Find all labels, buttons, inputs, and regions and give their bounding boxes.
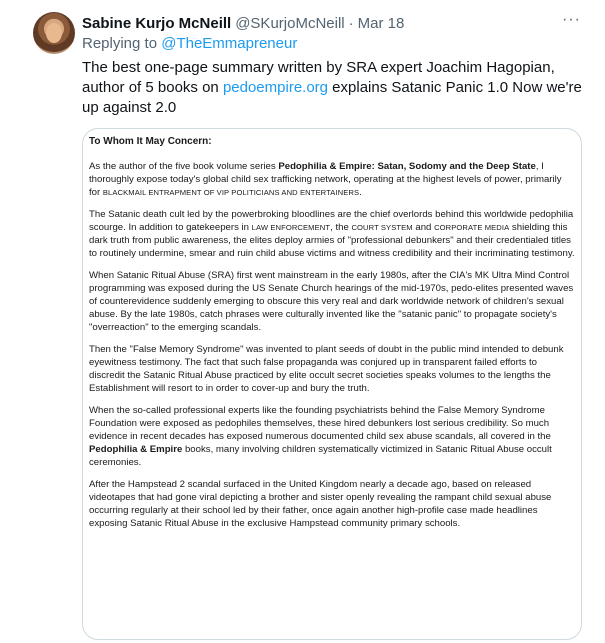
document-paragraph-3: When Satanic Ritual Abuse (SRA) first went mainstream in the early 1980s, after the CIA's MK Ultra Mind Control programming was exposed during the US Senate Church hearings of the mid-1970s, pedo-elites presented waves of counterevidence suddenly emerging to obscure this very real and dark worldwide network of children's sexual abuse. By the late 1980s, catch phrases were culturally invented like the "satanic panic" to propagate society's "overreaction" to the emerging scandals. <box>89 270 574 333</box>
avatar[interactable] <box>33 12 75 54</box>
replying-to-link[interactable]: @TheEmmapreneur <box>161 35 298 52</box>
tweet-text-part2: explains Satanic Panic 1.0 Now we're up against 2.0 <box>82 79 582 116</box>
tweet-header <box>82 13 585 33</box>
tweet-date[interactable]: Mar 18 <box>357 14 405 32</box>
more-horizontal-icon[interactable]: ··· <box>562 11 581 28</box>
document-paragraph-1: As the author of the five book volume series Pedophilia & Empire: Satan, Sodomy and the Deep State, I thoroughly expose today's global child sex trafficking network, operating at the highest levels of power, primarily for BLACKMAIL ENTRAPMENT OF VIP POLITICIANS AND ENTERTAINERS. <box>89 161 562 198</box>
tweet-text <box>82 58 582 118</box>
document-heading: To Whom It May Concern: <box>89 136 212 147</box>
document-text <box>89 135 575 539</box>
document-paragraph-6: After the Hampstead 2 scandal surfaced in the United Kingdom nearly a decade ago, based on released videotapes that had gone viral depicting a brother and sister openly revealing the rampant child sexual abuse occurring regularly at their school led by their father, once again another high-profile case made headlines exposing Satanic Ritual Abuse in the exclusive Hampstead community primary schools. <box>89 479 552 529</box>
replying-to-prefix: Replying to <box>82 35 162 52</box>
tweet-text-part1: The best one-page summary written by SRA expert Joachim Hagopian, author of 5 books on <box>82 59 555 96</box>
author-handle[interactable]: @SKurjoMcNeill <box>235 14 345 32</box>
avatar-face <box>46 23 62 43</box>
replying-to <box>82 35 297 52</box>
separator-dot: · <box>348 14 354 32</box>
author-name[interactable]: Sabine Kurjo McNeill <box>82 14 232 32</box>
tweet-link[interactable]: pedoempire.org <box>222 79 329 96</box>
attached-image[interactable] <box>82 128 582 640</box>
document-paragraph-2: The Satanic death cult led by the powerbroking bloodlines are the chief overlords behind this worldwide pedophilia scourge. In addition to gatekeepers in LAW ENFORCEMENT, the COURT SYSTEM and CORPORATE MEDIA shielding this dark truth from public awareness, the elites deploy armies of "professional debunkers" and their credentialed titles to routinely undermine, smear and ruin child abuse victims and witness credibility and their incriminating testimony. <box>89 209 575 259</box>
document-paragraph-4: Then the "False Memory Syndrome" was invented to plant seeds of doubt in the public mind intended to debunk eyewitness testimony. The fact that such false propaganda was conjured up in transparent failed efforts to discredit the Satanic Ritual Abuse practiced by elite occult secret societies speaks volumes to the lengths the Establishment will resort to in order to cover-up and bury the truth. <box>89 344 564 394</box>
document-paragraph-5: When the so-called professional experts like the founding psychiatrists behind the False Memory Syndrome Foundation were exposed as pedophiles themselves, these hired debunkers lost serious credibility. So much evidence in recent decades has exposed numerous documented child sex abuse scandals, all covered in the Pedophilia & Empire books, many involving children systematically victimized in Satanic Ritual Abuse occult ceremonies. <box>89 405 552 468</box>
